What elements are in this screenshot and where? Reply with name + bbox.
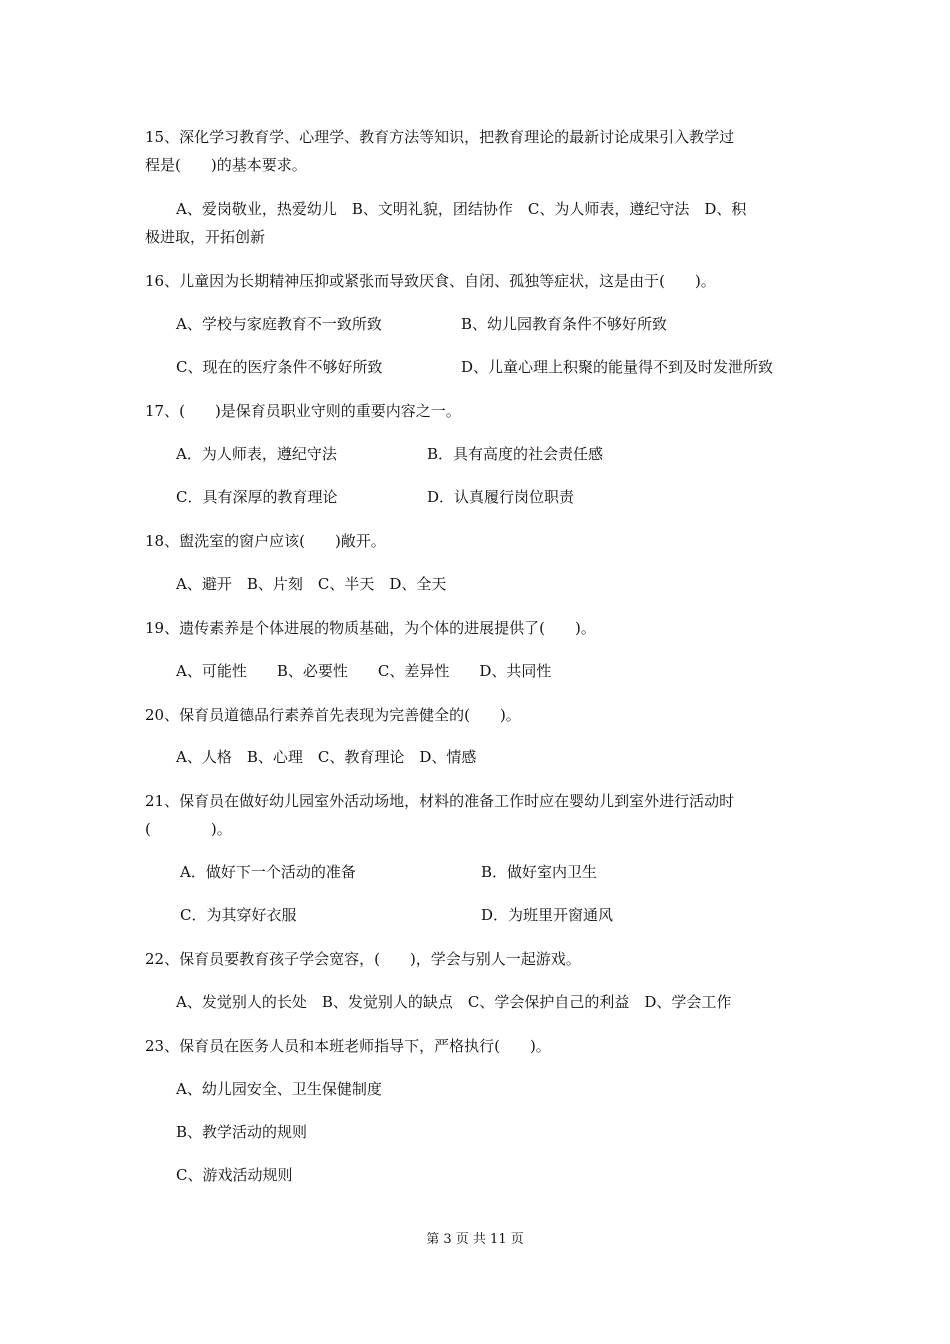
q18-stem: 18、盥洗室的窗户应该( )敞开。 [145,532,386,550]
q19-options: A、可能性 B、必要性 C、差异性 D、共同性 [176,662,552,680]
q16-option-c: C、现在的医疗条件不够好所致 [176,358,383,376]
q17-option-d: D．认真履行岗位职责 [427,488,575,506]
q17-option-a: A．为人师表，遵纪守法 [176,445,337,463]
q15-stem-line1: 15、深化学习教育学、心理学、教育方法等知识，把教育理论的最新讨论成果引入教学过 [145,128,735,146]
q15-stem-line2: 程是( )的基本要求。 [145,156,307,174]
q20-options: A、人格 B、心理 C、教育理论 D、情感 [176,748,477,766]
q19-stem: 19、遗传素养是个体进展的物质基础，为个体的进展提供了( )。 [145,619,596,637]
page-number-footer: 第 3 页 共 11 页 [426,1232,524,1247]
q23-option-c: C、游戏活动规则 [176,1166,293,1184]
q16-option-d: D、儿童心理上积聚的能量得不到及时发泄所致 [461,358,774,376]
q21-stem-line1: 21、保育员在做好幼儿园室外活动场地，材料的准备工作时应在婴幼儿到室外进行活动时 [145,792,735,810]
q15-options-line2: 极进取，开拓创新 [145,228,266,246]
q16-option-a: A、学校与家庭教育不一致所致 [176,315,382,333]
q21-stem-line2: ( )。 [145,820,232,838]
q21-option-d: D．为班里开窗通风 [481,906,614,924]
q23-option-b: B、教学活动的规则 [176,1123,308,1141]
q15-options-line1: A、爱岗敬业，热爱幼儿 B、文明礼貌，团结协作 C、为人师表，遵纪守法 D、积 [176,200,747,218]
q18-options: A、避开 B、片刻 C、半天 D、全天 [176,575,447,593]
q20-stem: 20、保育员道德品行素养首先表现为完善健全的( )。 [145,706,521,724]
q23-stem: 23、保育员在医务人员和本班老师指导下，严格执行( )。 [145,1037,551,1055]
q17-option-b: B．具有高度的社会责任感 [427,445,604,463]
q22-options: A、发觉别人的长处 B、发觉别人的缺点 C、学会保护自己的利益 D、学会工作 [176,993,732,1011]
q23-option-a: A、幼儿园安全、卫生保健制度 [176,1080,382,1098]
q21-option-c: C．为其穿好衣服 [180,906,297,924]
q16-stem: 16、儿童因为长期精神压抑或紧张而导致厌食、自闭、孤独等症状，这是由于( )。 [145,272,716,290]
q22-stem: 22、保育员要教育孩子学会宽容，( )，学会与别人一起游戏。 [145,950,581,968]
q17-stem: 17、( )是保育员职业守则的重要内容之一。 [145,402,461,420]
q16-option-b: B、幼儿园教育条件不够好所致 [461,315,668,333]
q21-option-a: A．做好下一个活动的准备 [180,863,356,881]
q21-option-b: B．做好室内卫生 [481,863,598,881]
q17-option-c: C．具有深厚的教育理论 [176,488,338,506]
